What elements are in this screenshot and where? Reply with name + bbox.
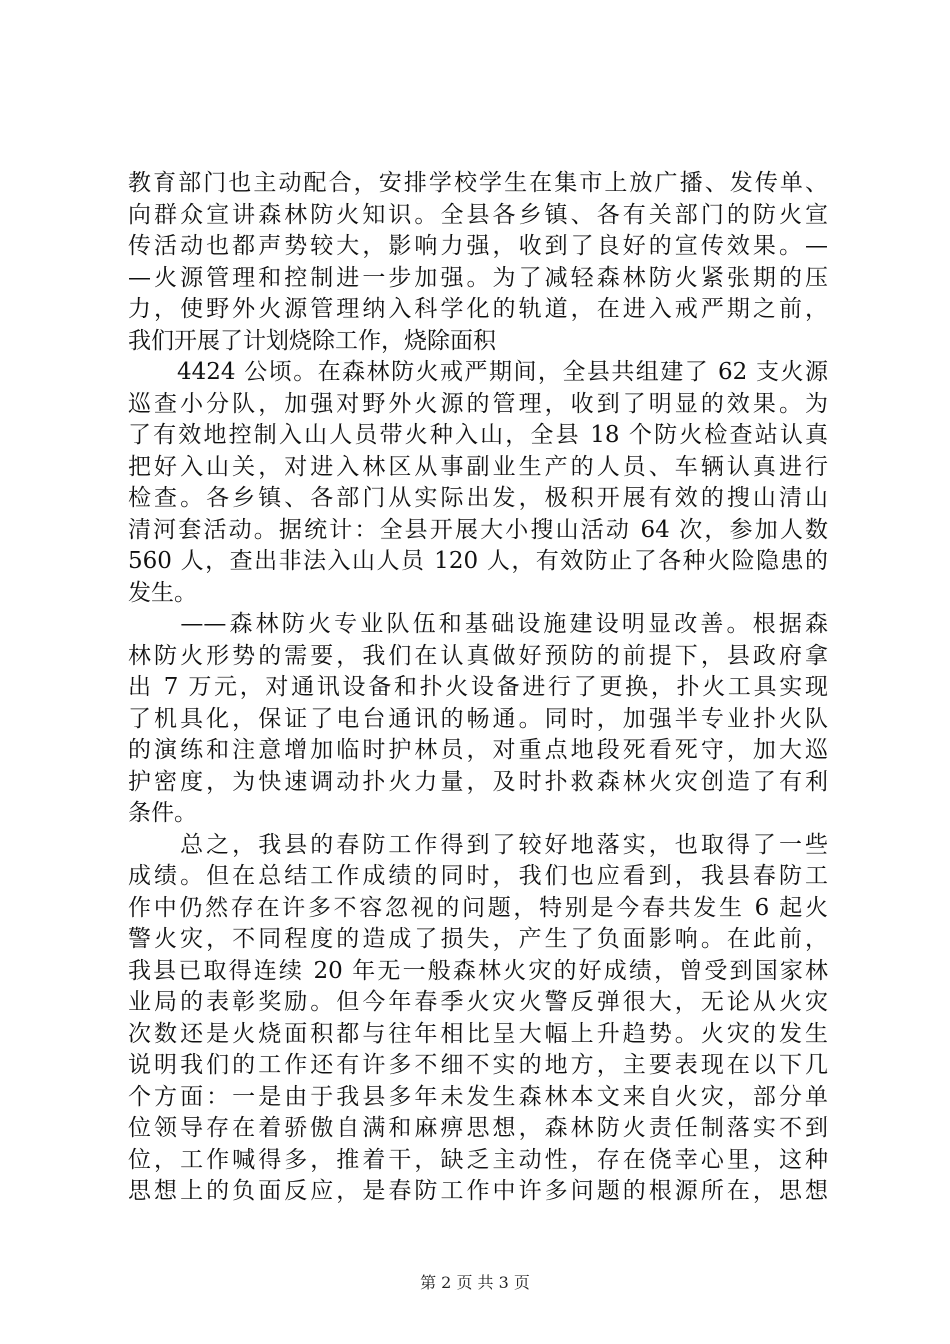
text-line: 清河套活动。据统计：全县开展大小搜山活动 64 次，参加人数 (128, 516, 828, 543)
text-line: 我县已取得连续 20 年无一般森林火灾的好成绩，曾受到国家林 (128, 957, 828, 984)
text-line: 传活动也都声势较大，影响力强，收到了良好的宣传效果。— (128, 233, 828, 259)
text-line: 的演练和注意增加临时护林员，对重点地段死看死守，加大巡 (128, 737, 828, 763)
text-line: 林防火形势的需要，我们在认真做好预防的前提下，县政府拿 (128, 642, 828, 669)
text-line: 位，工作喊得多，推着干，缺乏主动性，存在侥幸心里，这种 (128, 1146, 828, 1173)
text-line: 总之，我县的春防工作得到了较好地落实，也取得了一些 (128, 831, 828, 858)
text-line: 思想上的负面反应，是春防工作中许多问题的根源所在，思想 (128, 1178, 828, 1204)
text-line: 560 人，查出非法入山人员 120 人，有效防止了各种火险隐患的 (128, 548, 828, 574)
text-line: 出 7 万元，对通讯设备和扑火设备进行了更换，扑火工具实现 (128, 674, 828, 700)
text-line: 业局的表彰奖励。但今年春季火灾火警反弹很大，无论从火灾 (128, 989, 828, 1015)
text-line: 我们开展了计划烧除工作，烧除面积 (128, 327, 496, 354)
text-line: 个方面：一是由于我县多年未发生森林本文来自火灾，部分单 (128, 1083, 828, 1110)
text-line: 教育部门也主动配合，安排学校学生在集市上放广播、发传单、 (128, 170, 828, 196)
text-line: 警火灾，不同程度的造成了损失，产生了负面影响。在此前， (128, 926, 828, 952)
text-line: 把好入山关，对进入林区从事副业生产的人员、车辆认真进行 (128, 453, 828, 480)
text-line: 发生。 (128, 579, 197, 606)
text-line: ——森林防火专业队伍和基础设施建设明显改善。根据森 (128, 611, 828, 637)
body-text (128, 168, 828, 1208)
text-line: 力，使野外火源管理纳入科学化的轨道，在进入戒严期之前， (128, 296, 828, 322)
text-line: 检查。各乡镇、各部门从实际出发，极积开展有效的搜山清山 (128, 485, 828, 511)
text-line: 4424 公顷。在森林防火戒严期间，全县共组建了 62 支火源 (128, 359, 828, 385)
text-line: 位领导存在着骄傲自满和麻痹思想，森林防火责任制落实不到 (128, 1115, 828, 1141)
text-line: 作中仍然存在许多不容忽视的问题，特别是今春共发生 6 起火 (128, 894, 828, 921)
text-line: 条件。 (128, 800, 197, 826)
text-line: 了机具化，保证了电台通讯的畅通。同时，加强半专业扑火队 (128, 705, 828, 732)
page-footer: 第 2 页 共 3 页 (420, 1273, 530, 1292)
text-line: 向群众宣讲森林防火知识。全县各乡镇、各有关部门的防火宣 (128, 201, 828, 228)
text-line: 说明我们的工作还有许多不细不实的地方，主要表现在以下几 (128, 1052, 828, 1078)
text-line: 护密度，为快速调动扑火力量，及时扑救森林火灾创造了有利 (128, 768, 828, 795)
text-line: —火源管理和控制进一步加强。为了减轻森林防火紧张期的压 (128, 264, 828, 291)
text-line: 次数还是火烧面积都与往年相比呈大幅上升趋势。火灾的发生 (128, 1020, 828, 1047)
text-line: 巡查小分队，加强对野外火源的管理，收到了明显的效果。为 (128, 390, 828, 417)
text-line: 了有效地控制入山人员带火种入山，全县 18 个防火检查站认真 (128, 422, 828, 448)
text-line: 成绩。但在总结工作成绩的同时，我们也应看到，我县春防工 (128, 863, 828, 889)
